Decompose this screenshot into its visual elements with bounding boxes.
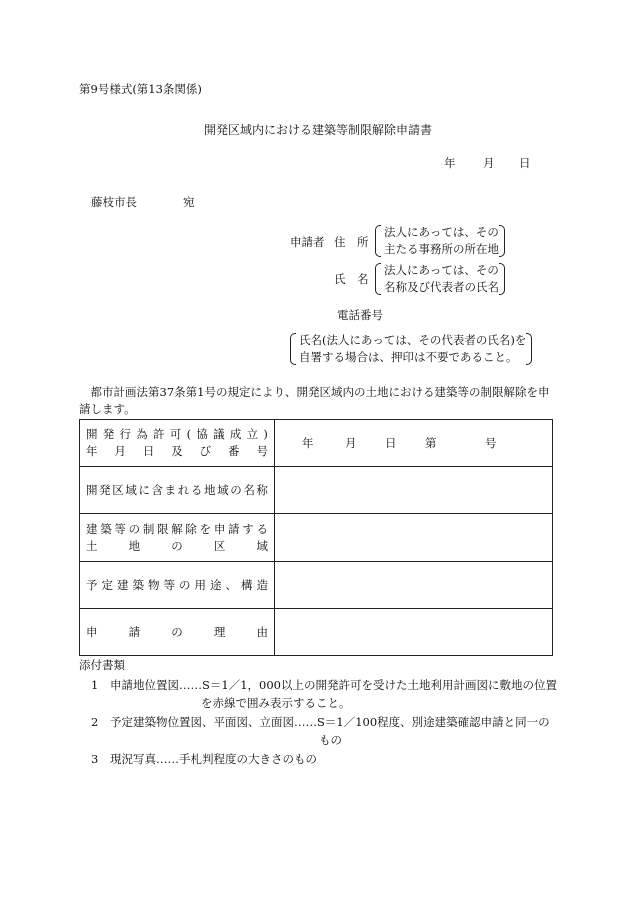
label-char: 成	[229, 427, 242, 441]
label-line-justified	[86, 538, 268, 555]
row-label	[80, 562, 275, 609]
label-char: す	[242, 521, 254, 536]
label-char: 含	[151, 482, 164, 497]
date-month-label: 月	[483, 156, 495, 170]
attachment-number: 2	[91, 715, 99, 729]
label-char: 可	[169, 427, 182, 441]
label-char: 定	[101, 577, 113, 592]
label-char: 地	[203, 482, 216, 497]
signature-note	[290, 332, 532, 366]
row-label	[80, 420, 275, 467]
label-char: 日	[142, 444, 155, 458]
label-char: 制	[142, 521, 155, 536]
label-char: 除	[185, 521, 197, 536]
label-char: 域	[125, 482, 137, 497]
area-name-field[interactable]	[275, 467, 553, 514]
label-char: 申	[213, 521, 226, 536]
row-label	[80, 609, 275, 656]
table-row	[80, 562, 553, 609]
label-char: の	[171, 538, 183, 553]
label-char: 請	[128, 624, 141, 639]
body-text-line-2: 請します。	[79, 402, 136, 416]
label-char: 、	[225, 577, 237, 592]
table-row	[80, 609, 553, 656]
row-label	[80, 467, 275, 514]
row-label	[80, 514, 275, 562]
label-char: の	[171, 624, 183, 639]
date-year-label: 年	[444, 156, 456, 170]
table-row	[80, 514, 553, 562]
label-char: 地	[128, 538, 141, 553]
address-note	[375, 224, 505, 258]
label-char: 番	[228, 444, 240, 458]
application-table	[79, 419, 553, 656]
label-char: 途	[210, 577, 222, 592]
label-char: 等	[114, 521, 126, 536]
label-char: 理	[213, 624, 226, 639]
label-char: 請	[228, 521, 240, 536]
label-char: の	[179, 577, 191, 592]
address-note-line: 主たる事務所の所在地	[384, 242, 499, 256]
addressee-name: 藤枝市長	[91, 195, 137, 209]
table-row	[80, 467, 553, 514]
label-char: 由	[256, 624, 268, 639]
attachment-line-2: もの	[319, 733, 342, 747]
label-char: に	[138, 482, 150, 497]
label-line-justified	[86, 482, 268, 499]
label-char: 建	[86, 521, 98, 536]
label-char: 等	[163, 577, 175, 592]
label-line-justified	[86, 577, 268, 594]
applicant-label: 申請者	[290, 235, 325, 249]
land-area-field[interactable]	[275, 514, 553, 562]
label-char: 予	[86, 577, 98, 592]
permit-day-label: 日	[385, 435, 397, 450]
label-char: る	[256, 521, 268, 536]
addressee-suffix: 宛	[183, 195, 195, 209]
attachment-number: 1	[91, 678, 99, 692]
label-char: 物	[148, 577, 160, 592]
label-char: 築	[100, 521, 112, 536]
label-char: 号	[256, 444, 268, 458]
permit-year-label: 年	[302, 435, 314, 450]
label-line-justified	[86, 443, 268, 460]
address-label: 住 所	[334, 235, 369, 249]
label-line-justified	[86, 521, 268, 538]
label-char: れ	[177, 482, 190, 497]
address-note-line: 法人にあっては、その	[384, 225, 499, 239]
label-char: 用	[194, 577, 206, 592]
label-char: 称	[256, 482, 268, 497]
reason-field[interactable]	[275, 609, 553, 656]
label-char: 及	[171, 444, 183, 458]
label-char: 申	[86, 624, 98, 639]
name-note-line: 名称及び代表者の氏名	[384, 280, 499, 294]
form-number: 第9号様式(第13条関係)	[79, 82, 202, 96]
permit-dai-label: 第	[425, 435, 437, 450]
permit-go-label: 号	[485, 435, 497, 450]
attachment-line-2: を赤線で囲み表示すること。	[201, 696, 351, 710]
label-char: 解	[171, 521, 183, 536]
label-char: る	[190, 482, 203, 497]
name-label: 氏 名	[334, 272, 369, 286]
label-char: 議	[213, 427, 225, 441]
label-char: 築	[132, 577, 144, 592]
label-char: 区	[213, 538, 226, 553]
label-char: 許	[153, 427, 165, 441]
label-char: 名	[243, 482, 255, 497]
attachment-line-1: 申請地位置図……S＝1／1，000以上の開発許可を受けた土地利用計画図に敷地の位置	[110, 678, 557, 692]
table-row	[80, 420, 553, 467]
label-char: 限	[157, 521, 169, 536]
label-line-justified	[86, 426, 268, 443]
signature-note-line: 自署する場合は、押印は不要であること。	[299, 350, 518, 364]
label-char: 開	[86, 482, 98, 497]
date-day-label: 日	[519, 156, 531, 170]
label-char: 構	[241, 577, 253, 592]
building-use-structure-field[interactable]	[275, 562, 553, 609]
permit-date-number-field[interactable]	[275, 420, 553, 467]
label-char: 為	[136, 427, 148, 441]
label-char: を	[199, 521, 212, 536]
label-char: 発	[99, 482, 111, 497]
label-char: 行	[119, 427, 132, 441]
label-char: 建	[117, 577, 129, 592]
label-char: び	[199, 444, 212, 458]
label-char: 域	[217, 482, 229, 497]
body-text-line-1: 都市計画法第37条第1号の規定により、開発区域内の土地における建築等の制限解除を申	[79, 385, 550, 399]
phone-label: 電話番号	[337, 308, 383, 322]
attachments-heading: 添付書類	[79, 658, 125, 672]
label-char: 発	[102, 427, 115, 441]
label-char: の	[230, 482, 242, 497]
name-note-line: 法人にあっては、その	[384, 263, 499, 277]
name-note	[375, 262, 505, 296]
label-line-justified	[86, 624, 268, 641]
label-char: 立	[246, 427, 259, 441]
label-char: 土	[86, 538, 98, 553]
label-char: )	[263, 427, 268, 441]
label-char: ま	[164, 482, 177, 497]
attachment-line-1: 予定建築物位置図、平面図、立面図……S＝1／100程度、別途建築確認申請と同一の	[110, 715, 550, 729]
label-char: 域	[256, 538, 268, 553]
label-char: 協	[196, 427, 208, 441]
label-char: 区	[112, 482, 124, 497]
attachment-line-1: 現況写真……手札判程度の大きさのもの	[110, 752, 317, 766]
label-char: (	[186, 427, 192, 441]
label-char: 開	[86, 427, 98, 441]
attachment-number: 3	[91, 752, 99, 766]
label-char: 年	[86, 444, 98, 458]
label-char: の	[128, 521, 141, 536]
permit-month-label: 月	[345, 435, 357, 450]
signature-note-line: 氏名(法人にあっては、その代表者の氏名)を	[299, 333, 527, 347]
label-char: 造	[256, 577, 268, 592]
document-title: 開発区域内における建築等制限解除申請書	[204, 123, 433, 137]
label-char: 月	[114, 444, 126, 458]
